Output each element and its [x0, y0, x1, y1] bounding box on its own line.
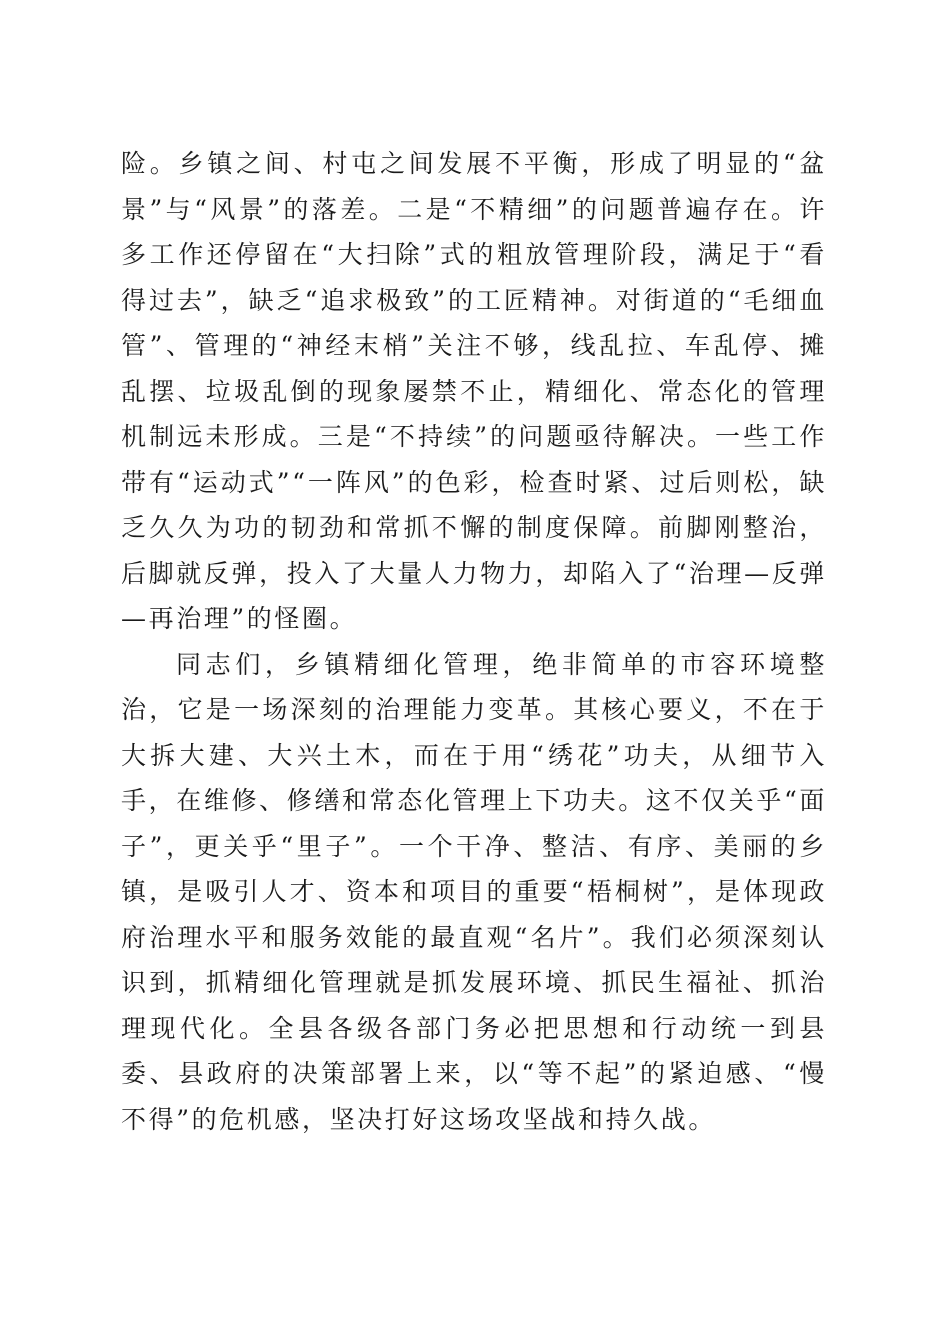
- paragraph-continued: 险。乡镇之间、村屯之间发展不平衡，形成了明显的“盆景”与“风景”的落差。二是“不精细”的问题普遍存在。许多工作还停留在“大扫除”式的粗放管理阶段，满足于“看得过去”，缺乏“追求极致”的工匠精神。对街道的“毛细血管”、管理的“神经末梢”关注不够，线乱拉、车乱停、摊乱摆、垃圾乱倒的现象屡禁不止，精细化、常态化的管理机制远未形成。三是“不持续”的问题亟待解决。一些工作带有“运动式”“一阵风”的色彩，检查时紧、过后则松，缺乏久久为功的韧劲和常抓不懈的制度保障。前脚刚整治，后脚就反弹，投入了大量人力物力，却陷入了“治理—反弹—再治理”的怪圈。: [121, 149, 827, 633]
- paragraph-comrades: 同志们，乡镇精细化管理，绝非简单的市容环境整治，它是一场深刻的治理能力变革。其核心要义，不在于大拆大建、大兴土木，而在于用“绣花”功夫，从细节入手，在维修、修缮和常态化管理上下功夫。这不仅关乎“面子”，更关乎“里子”。一个干净、整洁、有序、美丽的乡镇，是吸引人才、资本和项目的重要“梧桐树”，是体现政府治理水平和服务效能的最直观“名片”。我们必须深刻认识到，抓精细化管理就是抓发展环境、抓民生福祉、抓治理现代化。全县各级各部门务必把思想和行动统一到县委、县政府的决策部署上来，以“等不起”的紧迫感、“慢不得”的危机感，坚决打好这场攻坚战和持久战。: [121, 649, 827, 1134]
- document-body: [121, 141, 827, 1142]
